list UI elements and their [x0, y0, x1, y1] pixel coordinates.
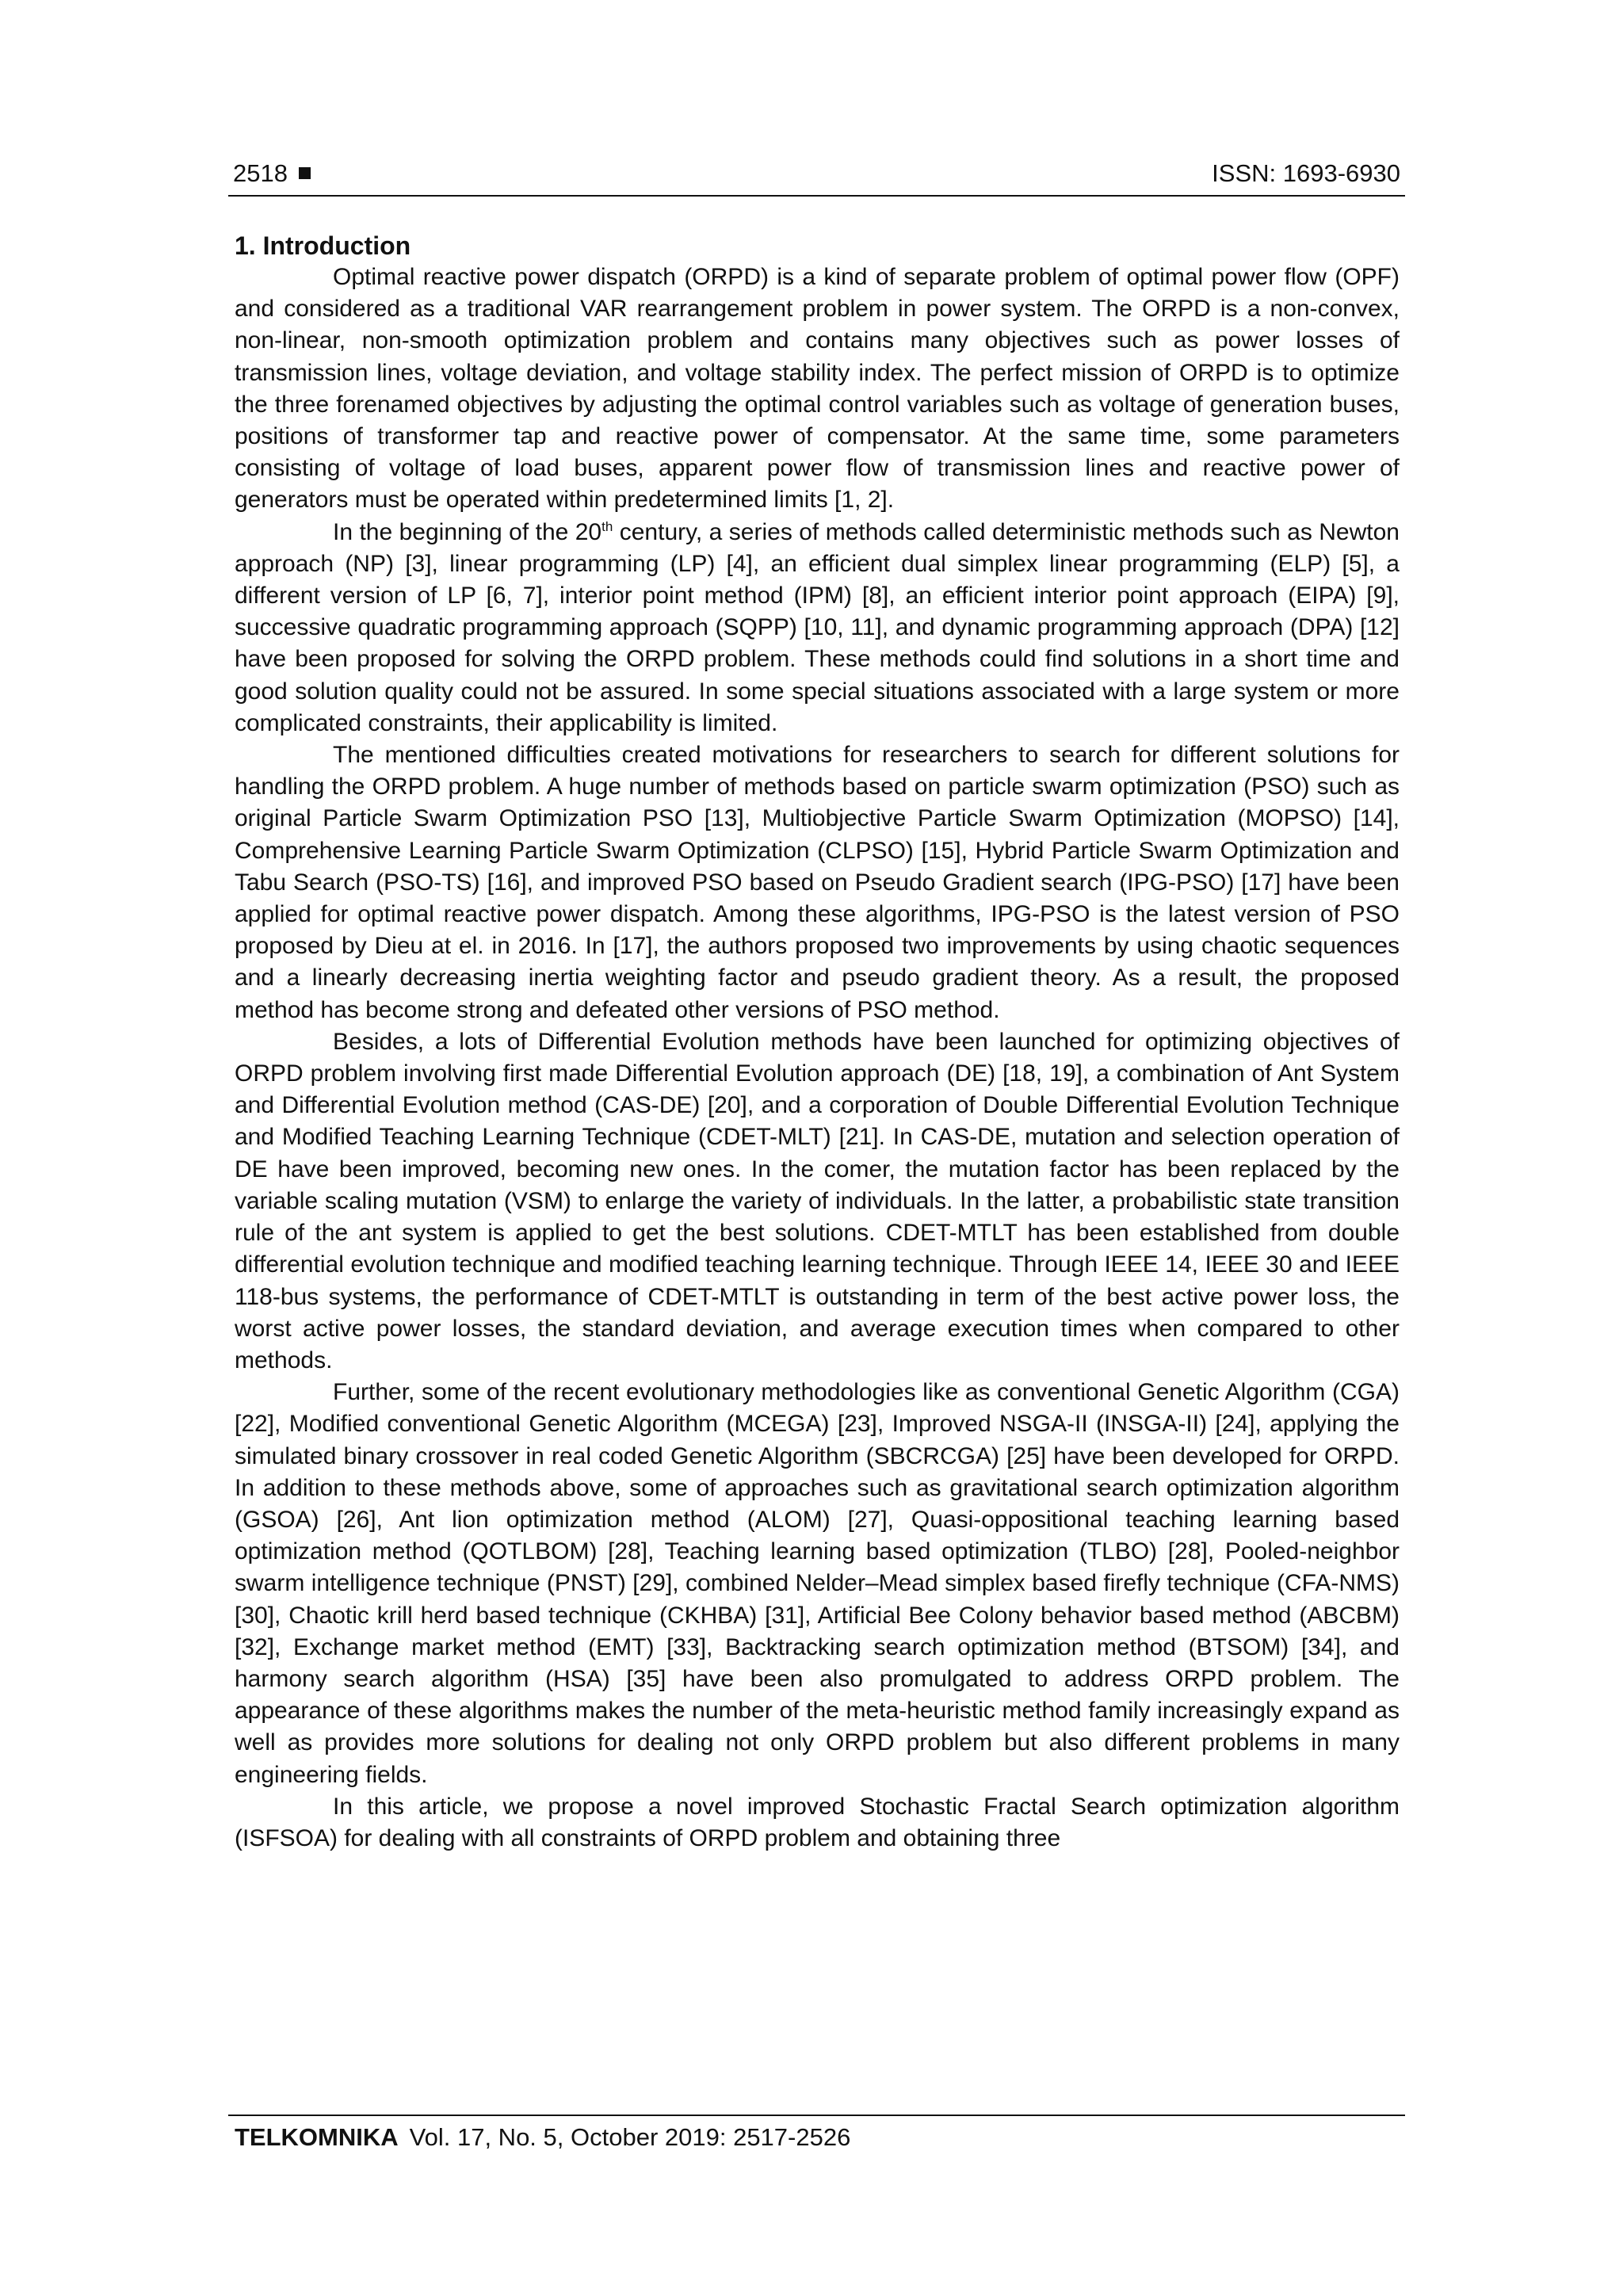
section-heading: 1. Introduction — [235, 231, 411, 260]
paragraph-1: Optimal reactive power dispatch (ORPD) is a kind of separate problem of optimal power flow (OPF) and considered as a traditional VAR rearrangement problem in power system. The ORPD is a non-convex, non-linear, non-smooth optimization problem and contains many objectives such as power losses of transmission lines, voltage deviation, and voltage stability index. The perfect mission of ORPD is to optimize the three forenamed objectives by adjusting the optimal control variables such as voltage of generation buses, positions of transformer tap and reactive power of compensator. At the same time, some parameters consisting of voltage of load buses, apparent power flow of transmission lines and reactive power of generators must be operated within predetermined limits [1, 2]. — [235, 264, 1400, 514]
page-footer — [235, 2118, 850, 2157]
body-text — [235, 230, 1400, 1855]
black-square-icon — [299, 167, 311, 179]
paragraph-6: In this article, we propose a novel improved Stochastic Fractal Search optimization algorithm (ISFSOA) for dealing with all constraints of ORPD problem and obtaining three — [235, 1793, 1400, 1851]
issn: ISSN: 1693-6930 — [1212, 159, 1400, 187]
paragraph-2-text-end: century, a series of methods called deterministic methods such as Newton approach (NP) [3], linear programming (LP) [4], an efficient dual simplex linear programming (ELP) [5], a different version of LP [6, 7], interior point method (IPM) [8], an efficient interior point approach (EIPA) [9], successive quadratic programming approach (SQPP) [10, 11], and dynamic programming approach (DPA) [12] have been proposed for solving the ORPD problem. These methods could find solutions in a short time and good solution quality could not be assured. In some special situations associated with a large system or more complicated constraints, their applicability is limited. — [235, 518, 1400, 736]
journal-citation: Vol. 17, No. 5, October 2019: 2517-2526 — [409, 2123, 851, 2151]
header-left — [233, 154, 311, 193]
paragraph-3: The mentioned difficulties created motivations for researchers to search for different solutions for handling the ORPD problem. A huge number of methods based on particle swarm optimization (PSO) such as original Particle Swarm Optimization PSO [13], Multiobjective Particle Swarm Optimization (MOPSO) [14], Comprehensive Learning Particle Swarm Optimization (CLPSO) [15], Hybrid Particle Swarm Optimization and Tabu Search (PSO-TS) [16], and improved PSO based on Pseudo Gradient search (IPG-PSO) [17] have been applied for optimal reactive power dispatch. Among these algorithms, IPG-PSO is the latest version of PSO proposed by Dieu at el. in 2016. In [17], the authors proposed two improvements by using chaotic sequences and a linearly decreasing inertia weighting factor and pseudo gradient theory. As a result, the proposed method has become strong and defeated other versions of PSO method. — [235, 742, 1400, 1023]
paragraph-2 — [235, 517, 1400, 739]
paragraph-5: Further, some of the recent evolutionary methodologies like as conventional Genetic Algorithm (CGA) [22], Modified conventional Genetic Algorithm (MCEGA) [23], Improved NSGA-II (INSGA-II) [24], applying the simulated binary crossover in real coded Genetic Algorithm (SBCRCGA) [25] have been developed for ORPD. In addition to these methods above, some of approaches such as gravitational search optimization algorithm (GSOA) [26], Ant lion optimization method (ALOM) [27], Quasi-oppositional teaching learning based optimization method (QOTLBOM) [28], Teaching learning based optimization (TLBO) [28], Pooled-neighbor swarm intelligence technique (PNST) [29], combined Nelder–Mead simplex based firefly technique (CFA-NMS) [30], Chaotic krill herd based technique (CKHBA) [31], Artificial Bee Colony behavior based method (ABCBM) [32], Exchange market method (EMT) [33], Backtracking search optimization method (BTSOM) [34], and harmony search algorithm (HSA) [35] have been also promulgated to address ORPD problem. The appearance of these algorithms makes the number of the meta-heuristic method family increasingly expand as well as provides more solutions for dealing not only ORPD problem but also different problems in many engineering fields. — [235, 1379, 1400, 1788]
page-number: 2518 — [233, 159, 288, 187]
paragraph-4: Besides, a lots of Differential Evolution methods have been launched for optimizing objectives of ORPD problem involving first made Differential Evolution approach (DE) [18, 19], a combination of Ant System and Differential Evolution method (CAS-DE) [20], and a corporation of Double Differential Evolution Technique and Modified Teaching Learning Technique (CDET-MLT) [21]. In CAS-DE, mutation and selection operation of DE have been improved, becoming new ones. In the comer, the mutation factor has been replaced by the variable scaling mutation (VSM) to enlarge the variety of individuals. In the latter, a probabilistic state transition rule of the ant system is applied to get the best solutions. CDET-MTLT has been established from double differential evolution technique and modified teaching learning technique. Through IEEE 14, IEEE 30 and IEEE 118-bus systems, the performance of CDET-MTLT is outstanding in term of the best active power loss, the worst active power losses, the standard deviation, and average execution times when compared to other methods. — [235, 1028, 1400, 1373]
header-rule — [228, 195, 1405, 197]
superscript-th: th — [601, 518, 613, 534]
page-header — [233, 154, 1400, 193]
footer-rule — [228, 2115, 1405, 2116]
journal-name: TELKOMNIKA — [235, 2123, 399, 2151]
paragraph-2-text-start: In the beginning of the 20 — [333, 518, 602, 545]
